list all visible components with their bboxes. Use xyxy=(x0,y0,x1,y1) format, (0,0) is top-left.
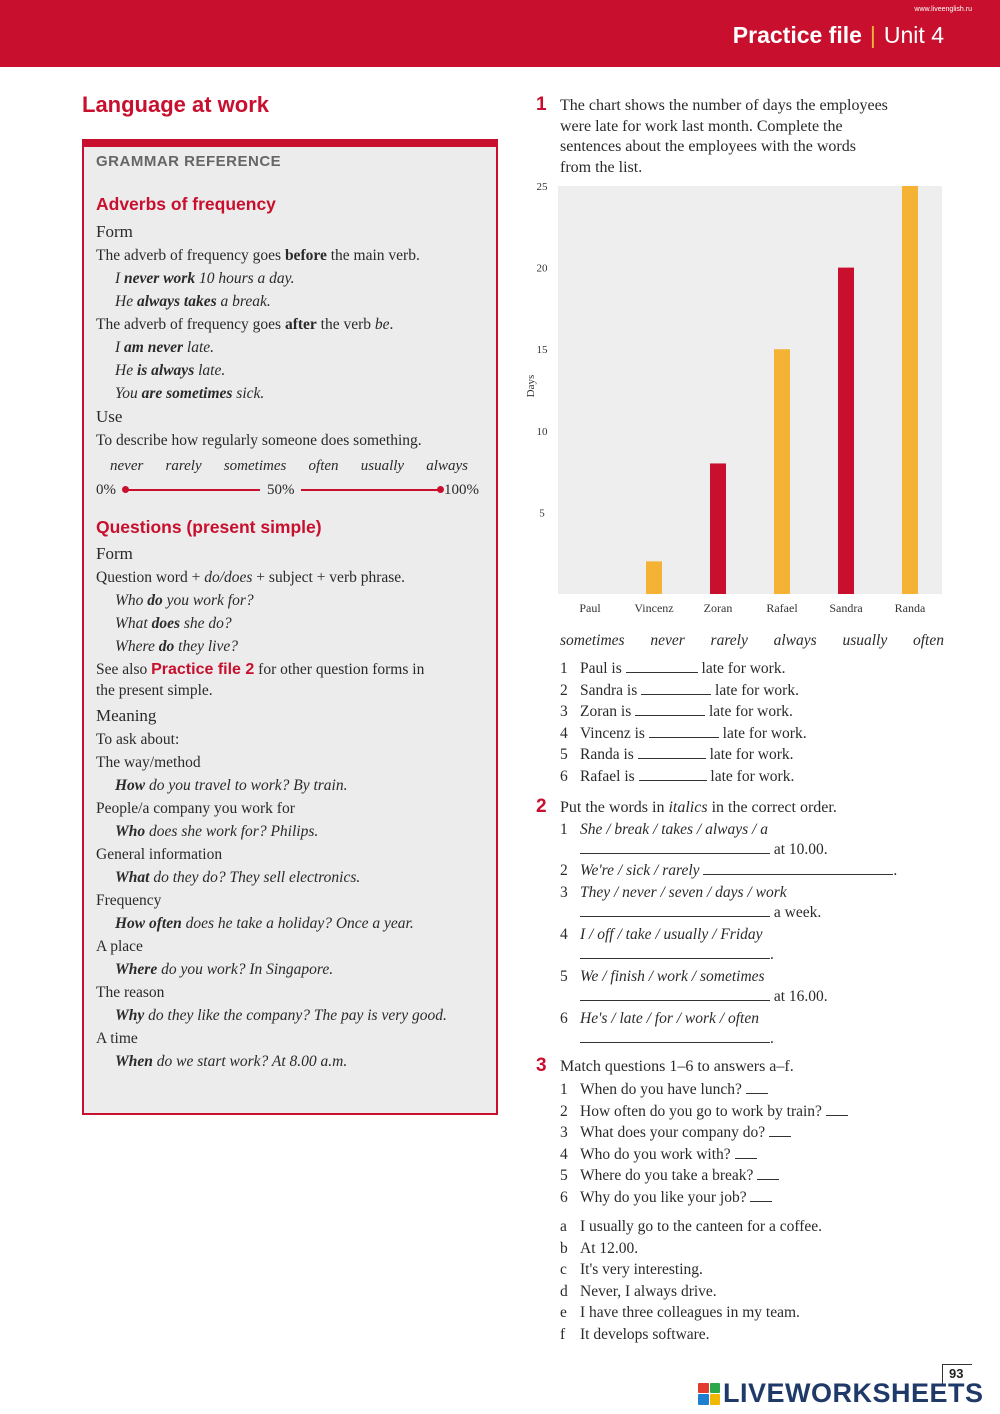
exercise-1-word-bank xyxy=(560,632,944,650)
exercise-2-answer-line: . xyxy=(560,1029,897,1049)
meaning-label: The reason xyxy=(96,984,165,1001)
meaning-example: When do we start work? At 8.00 a.m. xyxy=(115,1053,348,1070)
questions-form-heading: Form xyxy=(96,544,133,563)
answer-blank[interactable] xyxy=(641,681,711,695)
exercise-1-instruction: The chart shows the number of days the employees were late for work last month. Complete the sentences about the employees with the words from the list. xyxy=(560,97,888,176)
liveworksheets-watermark xyxy=(698,1378,984,1409)
exercise-2-item: 3 They / never / seven / days / work xyxy=(560,884,787,901)
grammar-reference-box xyxy=(82,139,498,1115)
x-tick-label: Vincenz xyxy=(634,601,674,615)
exercise-3-answer: b At 12.00. xyxy=(560,1239,639,1257)
freq-word: usually xyxy=(360,458,405,474)
exercise-3-question: 6 Why do you like your job? xyxy=(560,1187,848,1209)
x-tick-label: Rafael xyxy=(766,601,798,615)
answer-blank[interactable] xyxy=(649,724,719,738)
x-tick-label: Zoran xyxy=(703,601,733,615)
exercise-3-answer: c It's very interesting. xyxy=(560,1261,703,1279)
answer-blank[interactable] xyxy=(735,1145,757,1159)
exercise-3-answer: e I have three colleagues in my team. xyxy=(560,1304,800,1322)
word-bank-word: rarely xyxy=(710,632,748,649)
freq-word: always xyxy=(426,458,468,474)
meaning-example: How often does he take a holiday? Once a year. xyxy=(115,915,414,932)
logo-square xyxy=(710,1394,721,1405)
adverbs-example-2: He always takes a break. xyxy=(115,293,271,310)
adverbs-example-1: I never work 10 hours a day. xyxy=(115,270,295,287)
adverbs-use-heading: Use xyxy=(96,407,123,426)
exercise-2-item: 6 He's / late / for / work / often xyxy=(560,1010,759,1027)
exercise-3-question: 4 Who do you work with? xyxy=(560,1144,848,1166)
scale-line xyxy=(124,489,260,491)
exercise-2-item: 2 We're / sick / rarely . xyxy=(560,862,898,879)
adverbs-example-4: He is always late. xyxy=(115,362,226,379)
exercise-3-questions xyxy=(560,1079,848,1209)
logo-square xyxy=(698,1394,709,1405)
answer-blank[interactable] xyxy=(769,1123,791,1137)
questions-example-1: Who do you work for? xyxy=(115,592,254,609)
exercise-2-instruction: Put the words in italics in the correct order. xyxy=(560,799,837,816)
scale-mid: 50% xyxy=(267,482,295,498)
meaning-label: A place xyxy=(96,938,143,955)
answer-blank[interactable] xyxy=(580,1029,770,1043)
ask-about: To ask about: xyxy=(96,731,180,748)
site-url: www.liveenglish.ru xyxy=(914,6,972,13)
adverbs-use-text: To describe how regularly someone does something. xyxy=(96,432,422,449)
grammar-reference-content xyxy=(96,191,488,1073)
questions-form-rule: Question word + do/does + subject + verb phrase. xyxy=(96,569,406,586)
y-tick-label: 15 xyxy=(536,344,548,357)
y-tick-label: 5 xyxy=(539,507,545,520)
practice-file-2-link[interactable]: Practice file 2 xyxy=(151,661,255,678)
exercise-2-number: 2 xyxy=(536,796,547,817)
scale-line xyxy=(301,489,441,491)
y-tick-label: 25 xyxy=(536,181,548,193)
word-bank-word: never xyxy=(650,632,685,649)
exercise-3-answers xyxy=(560,1216,822,1346)
adverbs-example-5: You are sometimes sick. xyxy=(115,385,265,402)
exercise-2-answer-line: . xyxy=(560,945,897,965)
exercise-1-number: 1 xyxy=(536,94,547,115)
meaning-label: A time xyxy=(96,1030,138,1047)
freq-word: often xyxy=(308,458,339,474)
liveworksheets-logo-icon xyxy=(698,1383,720,1405)
meaning-example: Why do they like the company? The pay is very good. xyxy=(115,1007,447,1024)
adverbs-example-3: I am never late. xyxy=(115,339,215,356)
questions-title: Questions (present simple) xyxy=(96,517,322,537)
plot-background xyxy=(558,186,942,594)
questions-meaning-heading: Meaning xyxy=(96,706,157,725)
exercise-3-answer: d Never, I always drive. xyxy=(560,1282,717,1300)
meaning-example: What do they do? They sell electronics. xyxy=(115,869,361,886)
word-bank-word: often xyxy=(912,632,944,649)
exercise-1-item: 5 Randa is late for work. xyxy=(560,746,794,764)
exercise-1-item: 4 Vincenz is late for work. xyxy=(560,724,807,742)
exercise-1-item: 1 Paul is late for work. xyxy=(560,660,786,677)
meaning-label: General information xyxy=(96,846,223,863)
exercise-2-item: 4 I / off / take / usually / Friday xyxy=(560,926,763,943)
questions-example-3: Where do they live? xyxy=(115,638,238,655)
word-bank-word: always xyxy=(773,632,817,649)
bar xyxy=(646,561,662,594)
y-tick-label: 10 xyxy=(536,425,548,438)
frequency-words xyxy=(96,455,488,477)
bar xyxy=(838,268,854,594)
answer-blank[interactable] xyxy=(639,767,707,781)
header-unit: Unit 4 xyxy=(883,22,944,48)
frequency-scale xyxy=(96,477,488,505)
exercise-1-items xyxy=(560,658,807,788)
see-also-line: See also Practice file 2 for other question forms in xyxy=(96,661,425,678)
adverbs-form-heading: Form xyxy=(96,222,133,241)
see-also-line-2: the present simple. xyxy=(96,682,213,699)
x-tick-label: Randa xyxy=(894,601,926,615)
exercise-1-item: 6 Rafael is late for work. xyxy=(560,767,795,785)
exercise-1-item: 2 Sandra is late for work. xyxy=(560,681,799,699)
exercise-2-answer-line: a week. xyxy=(560,903,897,923)
exercise-3-number: 3 xyxy=(536,1055,547,1076)
scale-dot xyxy=(437,486,444,493)
page-header xyxy=(0,0,1000,67)
bar xyxy=(710,463,726,594)
adverbs-rule-2: The adverb of frequency goes after the verb be. xyxy=(96,316,394,333)
answer-blank[interactable] xyxy=(580,945,770,959)
y-tick-label: 20 xyxy=(536,262,548,275)
scale-start: 0% xyxy=(96,482,116,498)
freq-word: rarely xyxy=(165,458,202,474)
logo-square xyxy=(710,1383,721,1394)
exercise-2-items xyxy=(560,820,897,1049)
page-title: Language at work xyxy=(82,92,270,117)
answer-blank[interactable] xyxy=(635,702,705,716)
answer-blank[interactable] xyxy=(580,987,770,1001)
x-tick-label: Paul xyxy=(579,601,601,615)
page-number: 93 xyxy=(949,1366,964,1381)
answer-blank[interactable] xyxy=(580,903,770,917)
freq-word: sometimes xyxy=(223,458,287,474)
answer-blank[interactable] xyxy=(638,745,706,759)
y-axis-ticks xyxy=(537,181,549,519)
answer-blank[interactable] xyxy=(746,1080,768,1094)
exercise-3-answer: f It develops software. xyxy=(560,1325,710,1343)
meaning-example: Where do you work? In Singapore. xyxy=(115,961,334,978)
header-practice-file: Practice file xyxy=(732,22,862,48)
answer-blank[interactable] xyxy=(750,1188,772,1202)
exercise-2-answer-line: at 16.00. xyxy=(560,987,897,1007)
exercise-3-question: 3 What does your company do? xyxy=(560,1122,848,1144)
exercise-3-instruction: Match questions 1–6 to answers a–f. xyxy=(560,1058,794,1075)
answer-blank[interactable] xyxy=(580,840,770,854)
word-bank-word: usually xyxy=(842,632,888,649)
exercise-2-item: 5 We / finish / work / sometimes xyxy=(560,968,765,985)
exercise-2-answer-line: at 10.00. xyxy=(560,840,897,860)
exercise-3-answer: a I usually go to the canteen for a coffee. xyxy=(560,1218,823,1235)
watermark-text: LIVEWORKSHEETS xyxy=(723,1378,984,1408)
answer-blank[interactable] xyxy=(626,659,698,673)
meaning-example: How do you travel to work? By train. xyxy=(115,777,348,794)
freq-word: never xyxy=(110,458,144,474)
exercise-2-item: 1 She / break / takes / always / a xyxy=(560,821,768,838)
days-late-bar-chart xyxy=(520,176,960,626)
questions-example-2: What does she do? xyxy=(115,615,232,632)
bar xyxy=(774,349,790,594)
scale-end: 100% xyxy=(444,482,479,498)
x-axis-labels xyxy=(579,601,926,615)
adverbs-title: Adverbs of frequency xyxy=(96,194,276,214)
meaning-label: The way/method xyxy=(96,754,201,771)
answer-blank[interactable] xyxy=(703,861,893,875)
exercise-1-item: 3 Zoran is late for work. xyxy=(560,703,793,721)
bar xyxy=(902,186,918,594)
answer-blank[interactable] xyxy=(826,1102,848,1116)
word-bank-word: sometimes xyxy=(560,632,625,649)
header-separator: | xyxy=(869,22,876,48)
adverbs-rule-1: The adverb of frequency goes before the main verb. xyxy=(96,247,420,264)
x-tick-label: Sandra xyxy=(829,601,863,615)
exercise-3-question: 5 Where do you take a break? xyxy=(560,1165,848,1187)
exercise-3-question: 1 When do you have lunch? xyxy=(560,1079,848,1101)
logo-square xyxy=(698,1383,709,1394)
meaning-example: Who does she work for? Philips. xyxy=(115,823,319,840)
header-title xyxy=(733,22,944,49)
meaning-label: People/a company you work for xyxy=(96,800,295,817)
grammar-reference-label: GRAMMAR REFERENCE xyxy=(96,153,282,170)
exercise-3-question: 2 How often do you go to work by train? xyxy=(560,1101,848,1123)
y-axis-label: Days xyxy=(525,374,537,398)
meaning-label: Frequency xyxy=(96,892,162,909)
answer-blank[interactable] xyxy=(757,1166,779,1180)
